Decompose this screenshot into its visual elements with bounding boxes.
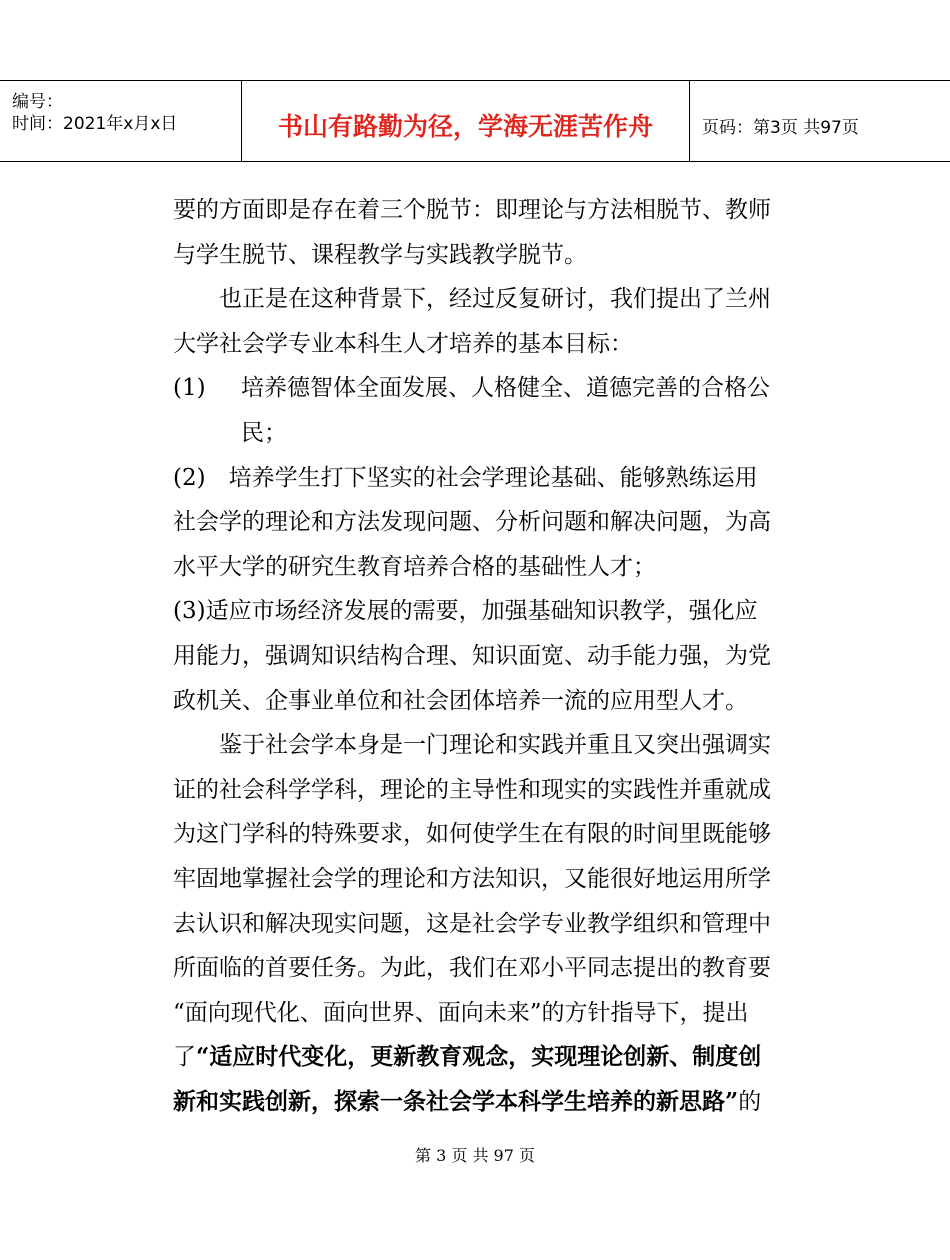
body-line: 培养德智体全面发展、人格健全、道德完善的合格公 bbox=[241, 375, 770, 402]
body-line: 社会学的理论和方法发现问题、分析问题和解决问题，为高 bbox=[173, 509, 771, 536]
body-text-run: 的 bbox=[738, 1088, 762, 1115]
body-line: 用能力，强调知识结构合理、知识面宽、动手能力强，为党 bbox=[173, 642, 771, 669]
body-line: 与学生脱节、课程教学与实践教学脱节。 bbox=[173, 241, 587, 268]
body-line: 也正是在这种背景下，经过反复研讨，我们提出了兰州 bbox=[219, 286, 771, 313]
page-footer: 第 3 页 共 97 页 bbox=[415, 1146, 535, 1165]
body-line-emphasis bbox=[173, 1080, 783, 1125]
body-text-run: 了 bbox=[173, 1044, 196, 1071]
header-page-cell bbox=[690, 81, 950, 161]
document-header bbox=[0, 80, 950, 162]
bold-text-run: 新和实践创新，探索一条社会学本科学生培养的新思路” bbox=[173, 1087, 739, 1115]
list-item-1 bbox=[173, 366, 783, 411]
body-line: 政机关、企事业单位和社会团体培养一流的应用型人才。 bbox=[173, 687, 748, 714]
body-line: “面向现代化、面向世界、面向未来”的方针指导下，提出 bbox=[173, 999, 749, 1026]
header-meta-cell bbox=[0, 81, 242, 161]
list-marker: (1) bbox=[173, 375, 206, 402]
body-line: 水平大学的研究生教育培养合格的基础性人才； bbox=[173, 553, 656, 580]
body-line: 要的方面即是存在着三个脱节：即理论与方法相脱节、教师 bbox=[173, 197, 771, 223]
body-line: 民； bbox=[241, 419, 287, 446]
list-item-2: (2) 培养学生打下坚实的社会学理论基础、能够熟练运用 bbox=[173, 464, 758, 491]
list-item-3: (3)适应市场经济发展的需要，加强基础知识教学，强化应 bbox=[173, 598, 758, 625]
document-time-label: 时间：2021年x月x日 bbox=[12, 114, 178, 134]
header-page-code: 页码：第3页 共97页 bbox=[702, 118, 859, 138]
document-number-label: 编号： bbox=[12, 92, 63, 112]
body-line: 证的社会科学学科，理论的主导性和现实的实践性并重就成 bbox=[173, 776, 771, 803]
body-line: 鉴于社会学本身是一门理论和实践并重且又突出强调实 bbox=[219, 732, 771, 759]
document-body bbox=[173, 188, 783, 1124]
body-line: 所面临的首要任务。为此，我们在邓小平同志提出的教育要 bbox=[173, 955, 771, 982]
body-line: 牢固地掌握社会学的理论和方法知识，又能很好地运用所学 bbox=[173, 865, 771, 892]
bold-text-run: “适应时代变化，更新教育观念，实现理论创新、制度创 bbox=[196, 1043, 762, 1071]
header-motto-cell bbox=[242, 81, 690, 161]
body-line: 为这门学科的特殊要求，如何使学生在有限的时间里既能够 bbox=[173, 821, 771, 848]
body-line: 大学社会学专业本科生人才培养的基本目标： bbox=[173, 330, 633, 357]
body-line-emphasis bbox=[173, 1035, 783, 1080]
header-motto: 书山有路勤为径，学海无涯苦作舟 bbox=[277, 112, 653, 141]
body-line: 去认识和解决现实问题，这是社会学专业教学组织和管理中 bbox=[173, 910, 771, 937]
